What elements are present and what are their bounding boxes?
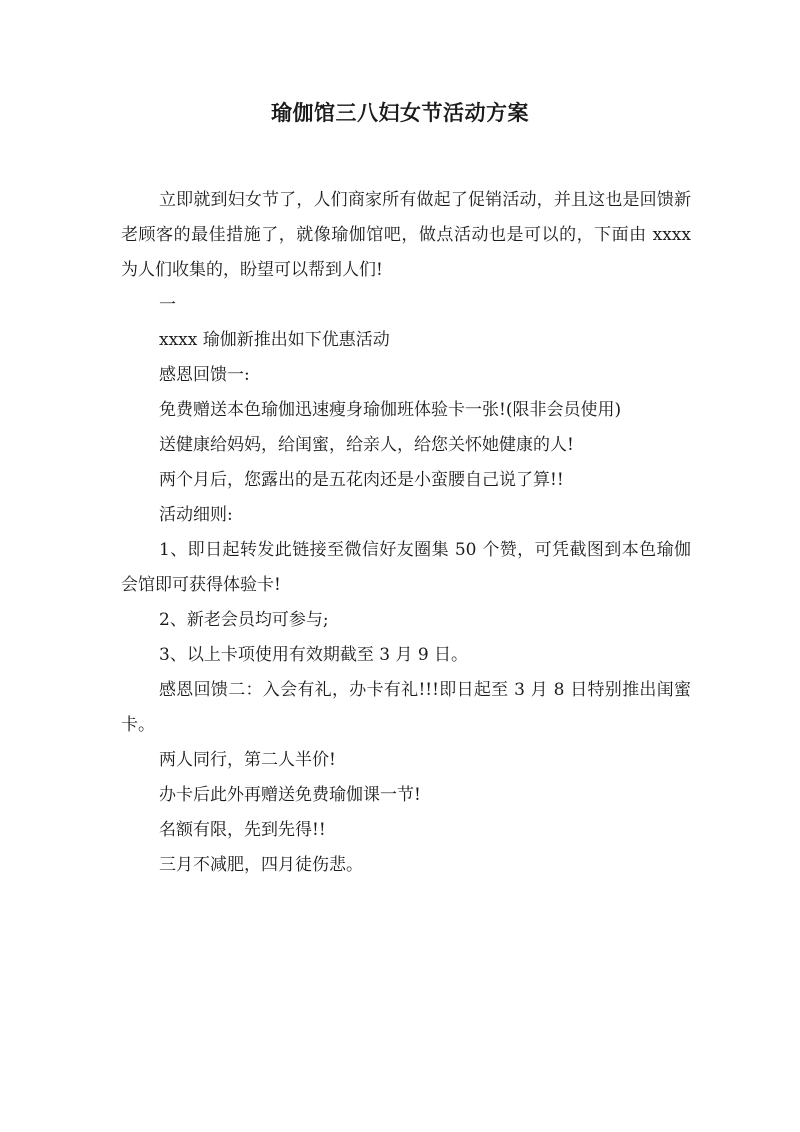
two-months-line: 两个月后，您露出的是五花肉还是小蛮腰自己说了算!! (159, 470, 564, 490)
gift-health-line: 送健康给妈妈，给闺蜜，给亲人，给您关怀她健康的人! (159, 435, 574, 455)
closing-line-2: 办卡后此外再赠送免费瑜伽课一节! (159, 785, 421, 805)
feedback-1-heading: 感恩回馈一: (159, 365, 250, 385)
rules-heading: 活动细则: (159, 505, 233, 525)
rule-1-paragraph: 1、即日起转发此链接至微信好友圈集 50 个赞，可凭截图到本色瑜伽会馆即可获得体验卡! (121, 540, 691, 595)
feedback-2-paragraph: 感恩回馈二：入会有礼，办卡有礼!!!即日起至 3 月 8 日特别推出闺蜜卡。 (121, 680, 691, 735)
rule-2-line: 2、新老会员均可参与; (159, 610, 329, 630)
closing-line-1: 两人同行，第二人半价! (159, 750, 336, 770)
closing-line-4: 三月不减肥，四月徒伤悲。 (159, 855, 363, 875)
rule-3-line: 3、以上卡项使用有效期截至 3 月 9 日。 (159, 645, 469, 665)
closing-line-3: 名额有限，先到先得!! (159, 820, 326, 840)
document-body (121, 183, 691, 883)
offer-heading: xxxx 瑜伽新推出如下优惠活动 (159, 330, 390, 350)
section-mark: 一 (159, 295, 176, 315)
free-trial-line: 免费赠送本色瑜伽迅速瘦身瑜伽班体验卡一张!(限非会员使用) (159, 400, 622, 420)
document-title: 瑜伽馆三八妇女节活动方案 (271, 100, 529, 125)
intro-paragraph: 立即就到妇女节了，人们商家所有做起了促销活动，并且这也是回馈新老顾客的最佳措施了，就像瑜伽馆吧，做点活动也是可以的，下面由 xxxx 为人们收集的，盼望可以帮到人们! (121, 190, 691, 280)
